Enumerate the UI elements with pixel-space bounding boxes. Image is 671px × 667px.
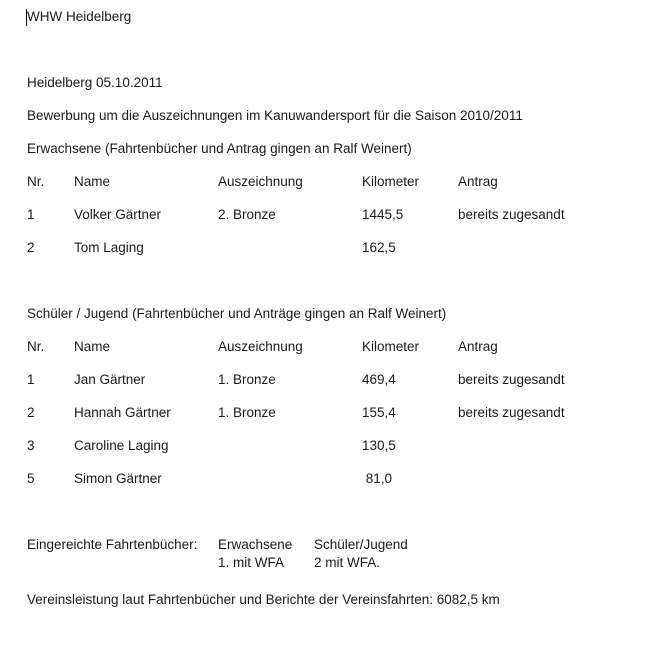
row-name: Hannah Gärtner	[74, 405, 171, 420]
column-header-nr: Nr.	[27, 339, 45, 354]
row-km: 469,4	[362, 372, 396, 387]
column-header-name: Name	[74, 174, 111, 189]
column-header-award: Auszeichnung	[218, 174, 303, 189]
row-nr: 3	[27, 438, 35, 453]
row-km: 1445,5	[362, 207, 404, 222]
table-row	[0, 207, 671, 223]
row-km: 162,5	[362, 240, 396, 255]
row-status: bereits zugesandt	[458, 372, 565, 387]
row-nr: 5	[27, 471, 35, 486]
youth-heading: Schüler / Jugend (Fahrtenbücher und Anträge gingen an Ralf Weinert)	[27, 306, 447, 321]
table-row	[0, 240, 671, 256]
row-award: 1. Bronze	[218, 405, 276, 420]
adults-heading: Erwachsene (Fahrtenbücher und Antrag gingen an Ralf Weinert)	[27, 141, 412, 156]
table-row	[0, 438, 671, 454]
row-name: Caroline Laging	[74, 438, 169, 453]
row-nr: 2	[27, 240, 35, 255]
column-header-name: Name	[74, 339, 111, 354]
row-nr: 1	[27, 207, 35, 222]
table-row	[0, 372, 671, 388]
column-header-km: Kilometer	[362, 339, 420, 354]
row-name: Tom Laging	[74, 240, 144, 255]
column-header-status: Antrag	[458, 339, 498, 354]
row-km: 81,0	[362, 471, 393, 486]
column-header-nr: Nr.	[27, 174, 45, 189]
summary-youth-value: 2 mit WFA.	[314, 555, 381, 570]
table-row	[0, 471, 671, 487]
summary-adults-label: Erwachsene	[218, 537, 293, 552]
column-header-award: Auszeichnung	[218, 339, 303, 354]
document-header: WHW Heidelberg	[27, 9, 132, 24]
youth-table-header	[0, 339, 671, 355]
summary-label: Eingereichte Fahrtenbücher:	[27, 537, 198, 552]
row-status: bereits zugesandt	[458, 405, 565, 420]
date-line: Heidelberg 05.10.2011	[27, 75, 163, 90]
summary-youth-label: Schüler/Jugend	[314, 537, 408, 552]
row-km: 130,5	[362, 438, 396, 453]
row-nr: 2	[27, 405, 35, 420]
row-award: 1. Bronze	[218, 372, 276, 387]
row-name: Volker Gärtner	[74, 207, 162, 222]
subject-line: Bewerbung um die Auszeichnungen im Kanuwandersport für die Saison 2010/2011	[27, 108, 523, 123]
row-award: 2. Bronze	[218, 207, 276, 222]
column-header-status: Antrag	[458, 174, 498, 189]
row-nr: 1	[27, 372, 35, 387]
adults-table-header	[0, 174, 671, 190]
summary-adults-value: 1. mit WFA	[218, 555, 285, 570]
row-name: Simon Gärtner	[74, 471, 162, 486]
club-total-line: Vereinsleistung laut Fahrtenbücher und Berichte der Vereinsfahrten: 6082,5 km	[27, 592, 500, 607]
row-status: bereits zugesandt	[458, 207, 565, 222]
column-header-km: Kilometer	[362, 174, 420, 189]
row-km: 155,4	[362, 405, 396, 420]
table-row	[0, 405, 671, 421]
row-name: Jan Gärtner	[74, 372, 146, 387]
